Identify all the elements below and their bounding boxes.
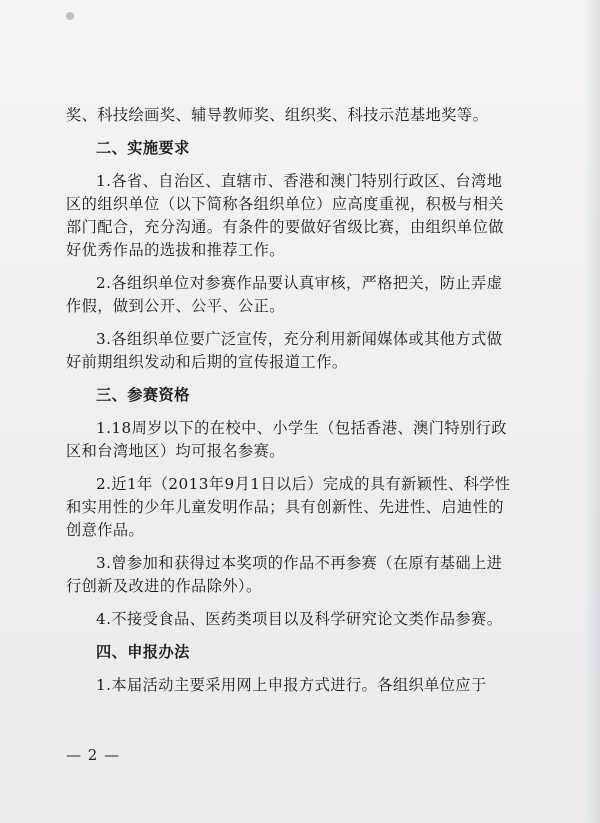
paragraph-gap [66, 160, 506, 170]
paragraph-gap [66, 407, 506, 417]
text-line: 部门配合，充分沟通。有条件的要做好省级比赛，由组织单位做 [66, 218, 504, 236]
paragraph-gap [66, 463, 506, 473]
section-heading: 四、申报办法 [96, 643, 190, 661]
page-number: — 2 — [66, 746, 121, 764]
document-body [66, 104, 511, 697]
paragraph-gap [66, 598, 506, 608]
binding-hole-mark [66, 12, 74, 20]
text-line: 2.近1年（2013年9月1日以后）完成的具有新颖性、科学性 [96, 475, 511, 493]
paragraph-gap [66, 664, 506, 674]
paragraph-gap [66, 542, 506, 552]
text-line: 1.18周岁以下的在校中、小学生（包括香港、澳门特别行政 [96, 419, 507, 437]
text-line: 1.本届活动主要采用网上申报方式进行。各组织单位应于 [96, 676, 487, 694]
page-edge-shadow [584, 0, 600, 823]
text-line: 奖、科技绘画奖、辅导教师奖、组织奖、科技示范基地奖等。 [66, 106, 489, 124]
text-line: 3.曾参加和获得过本奖项的作品不再参赛（在原有基础上进 [96, 554, 503, 572]
paragraph-gap [66, 631, 506, 641]
text-line: 和实用性的少年儿童发明作品；具有创新性、先进性、启迪性的 [66, 498, 504, 516]
text-line: 4.不接受食品、医药类项目以及科学研究论文类作品参赛。 [96, 610, 503, 628]
text-line: 2.各组织单位对参赛作品要认真审核，严格把关，防止弄虚 [96, 274, 503, 292]
text-line: 作假，做到公开、公平、公正。 [66, 297, 285, 315]
text-line: 区的组织单位（以下简称各组织单位）应高度重视，积极与相关 [66, 195, 504, 213]
paragraph-gap [66, 318, 506, 328]
paragraph-gap [66, 127, 506, 137]
paragraph-gap [66, 374, 506, 384]
text-line: 好前期组织发动和后期的宣传报道工作。 [66, 353, 348, 371]
section-heading: 三、参赛资格 [96, 386, 190, 404]
text-line: 1.各省、自治区、直辖市、香港和澳门特别行政区、台湾地 [96, 172, 503, 190]
text-line: 3.各组织单位要广泛宣传，充分利用新闻媒体或其他方式做 [96, 330, 503, 348]
text-line: 创意作品。 [66, 521, 145, 539]
text-line: 好优秀作品的选拔和推荐工作。 [66, 241, 285, 259]
section-heading: 二、实施要求 [96, 139, 190, 157]
text-line: 区和台湾地区）均可报名参赛。 [66, 442, 285, 460]
paragraph-gap [66, 262, 506, 272]
text-line: 行创新及改进的作品除外）。 [66, 577, 262, 595]
